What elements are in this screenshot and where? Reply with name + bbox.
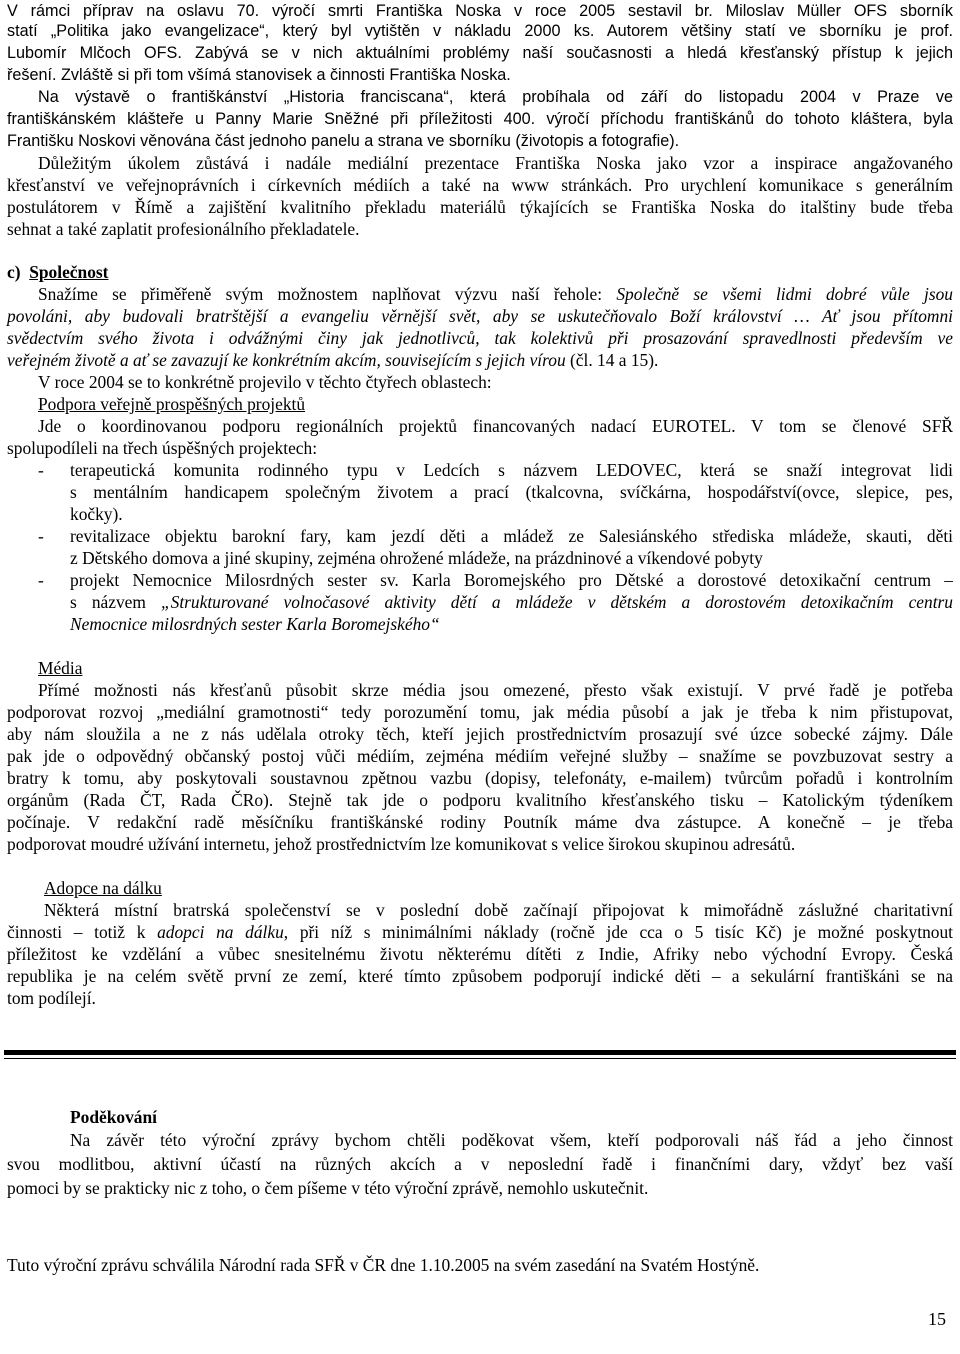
subsection-heading: Média xyxy=(38,658,83,678)
paragraph-line: Některá místní bratrská společenství se v poslední době začínají připojovat k mimořádně záslužné charitativní xyxy=(44,900,953,920)
separator-thin xyxy=(4,1058,956,1059)
paragraph-line: Snažíme se přiměřeně svým možnostem naplňovat výzvu naší řehole: Společně se všemi lidmi dobré vůle jsou xyxy=(38,284,953,304)
quote-line: veřejném životě a ať se zavazují ke konkrétním akcím, souvisejícím s jejich vírou (čl. 14 a 15). xyxy=(7,350,659,370)
section-letter: c) xyxy=(7,262,21,282)
thanks-heading: Poděkování xyxy=(70,1107,157,1127)
paragraph-line: pomoci by se prakticky nic z toho, o čem píšeme v této výroční zprávě, nemohlo uskutečnit. xyxy=(7,1178,649,1198)
list-item: z Dětského domova a jiné skupiny, zejména ohrožené mládeže, na prázdninové a víkendové pobyty xyxy=(70,548,763,568)
list-item: s názvem „Strukturované volnočasové aktivity dětí a mládeže v dětském a dorostovém detoxikačním centru xyxy=(70,592,954,612)
paragraph-line: spolupodíleli na třech úspěšných projektech: xyxy=(7,438,318,458)
paragraph-line: aby nám sloužila a ne z nás udělala otroky těch, kteří jejich prostřednictvím prosazují své úzce sobecké zájmy. Dále xyxy=(7,724,953,744)
subsection-heading: Adopce na dálku xyxy=(44,878,162,898)
list-item: terapeutická komunita rodinného typu v Ledcích s názvem LEDOVEC, která se snaží integrovat lidi xyxy=(70,460,953,480)
paragraph-line: podporovat moudré užívání internetu, jehož prostřednictvím lze komunikovat s velice širokou skupinou adresátů. xyxy=(7,834,796,854)
paragraph-line: počínaje. V redakční radě měsíčníku františkánské rodiny Poutník máme dva zástupce. A konečně – je třeba xyxy=(7,812,953,832)
quote-line: povoláni, aby budovali bratrštější a evangeliu věrnější svět, aby se uskutečňovalo Boží království … Ať jsou přítomni xyxy=(7,306,953,326)
paragraph-line: pak jde o odpovědný občanský postoj vůči médiím, zejména médiím veřejné služby – snažíme se povzbuzovat sestry a xyxy=(7,746,953,766)
paragraph-line: františkánském klášteře u Panny Marie Sněžné při příležitosti 400. výročí příchodu františkánů do tohoto kláštera, byla xyxy=(7,110,953,128)
page-number: 15 xyxy=(928,1309,946,1329)
paragraph-line: Františku Noskovi věnována část jednoho panelu a strana ve sborníku (životopis a fotografie). xyxy=(7,132,680,150)
section-title: Společnost xyxy=(29,262,109,282)
list-bullet: - xyxy=(38,460,44,480)
paragraph-line: křesťanství ve veřejnoprávních i církevních médiích a také na www stránkách. Pro urychlení komunikace s generálním xyxy=(7,175,953,195)
list-item: revitalizace objektu barokní fary, kam jezdí děti a mládež ze Salesiánského střediska mládeže, skauti, děti xyxy=(70,526,953,546)
paragraph-line: postulátorem v Římě a zajištění kvalitního překladu materiálů týkajících se Františka Noska do italštiny bude třeba xyxy=(7,197,953,217)
list-item: kočky). xyxy=(70,504,123,524)
paragraph-line: V roce 2004 se to konkrétně projevilo v těchto čtyřech oblastech: xyxy=(38,372,492,392)
paragraph-line: Na závěr této výroční zprávy bychom chtěli poděkovat všem, kteří podporovali náš řád a jeho činnost xyxy=(70,1130,953,1150)
section-heading xyxy=(7,261,953,283)
paragraph-line: Přímé možnosti nás křesťanů působit skrze média jsou omezené, přesto však existují. V prvé řadě je potřeba xyxy=(38,680,953,700)
paragraph-line: Na výstavě o františkánství „Historia franciscana“, která probíhala od září do listopadu 2004 v Praze ve xyxy=(38,88,953,106)
paragraph-line: sehnat a také zaplatit profesionálního překladatele. xyxy=(7,219,360,239)
approval-note: Tuto výroční zprávu schválila Národní rada SFŘ v ČR dne 1.10.2005 na svém zasedání na Svatém Hostýně. xyxy=(7,1255,760,1275)
separator-thick xyxy=(4,1050,956,1055)
list-bullet: - xyxy=(38,526,44,546)
paragraph-line: Důležitým úkolem zůstává i nadále mediální prezentace Františka Noska jako vzor a inspirace angažovaného xyxy=(38,153,953,173)
paragraph-line: činnosti – totiž k adopci na dálku, při níž s minimálními náklady (ročně jde cca o 5 tisíc Kč) je možné poskytnout xyxy=(7,922,953,942)
list-item: Nemocnice milosrdných sester Karla Boromejského“ xyxy=(70,614,440,634)
paragraph-line: republika je na celém světě první ze zemí, které tímto způsobem podporují indické děti – a sekulární františkáni se na xyxy=(7,966,953,986)
paragraph-line: bratry k tomu, aby poskytovali soustavnou zpětnou vazbu (dopisy, telefonáty, e-mailem) tvůrcům pořadů i kontrolním xyxy=(7,768,953,788)
quote-line: svědectvím svého života i odvážnými činy jak jednotlivců, tak kolektivů při prosazování spravedlnosti především ve xyxy=(7,328,953,348)
paragraph-line: řešení. Zvláště si při tom všímá stanovisek a činnosti Františka Noska. xyxy=(7,66,511,84)
paragraph-line: Lubomír Mlčoch OFS. Zabývá se v nich aktuálními problémy naší současnosti a hledá křesťanský přístup k jejich xyxy=(7,44,953,62)
paragraph-line: Jde o koordinovanou podporu regionálních projektů financovaných nadací EUROTEL. V tom se členové SFŘ xyxy=(38,416,953,436)
paragraph-line: svou modlitbou, aktivní účastí na různých akcích a v neposlední řadě i finančními dary, vždyť bez vaší xyxy=(7,1154,953,1174)
paragraph-line: statí „Politika jako evangelizace“, který byl vytištěn v nákladu 2000 ks. Autorem většiny statí ve sborníku je prof. xyxy=(7,22,953,40)
paragraph-line: V rámci příprav na oslavu 70. výročí smrti Františka Noska v roce 2005 sestavil br. Miloslav Müller OFS sborník xyxy=(7,2,953,20)
subsection-heading: Podpora veřejně prospěšných projektů xyxy=(38,394,306,414)
list-item: projekt Nemocnice Milosrdných sester sv. Karla Boromejského pro Dětské a dorostové detoxikační centrum – xyxy=(70,570,953,590)
paragraph-line: podporovat rozvoj „mediální gramotnosti“ tedy porozumění tomu, jak média působí a jak je třeba k nim přistupovat, xyxy=(7,702,953,722)
paragraph-line: orgánům (Rada ČT, Rada ČRo). Stejně tak jde o podporu kvalitního křesťanského tisku – Katolickým týdeníkem xyxy=(7,790,953,810)
paragraph-line: tom podílejí. xyxy=(7,988,96,1008)
paragraph-line: příležitost ke vzdělání a vůbec snesitelnému životu některému dítěti z Indie, Afriky nebo východní Evropy. Česká xyxy=(7,944,953,964)
list-item: s mentálním handicapem společným životem a prací (tkalcovna, svíčkárna, hospodářství(ovce, slepice, pes, xyxy=(70,482,953,502)
list-bullet: - xyxy=(38,570,44,590)
